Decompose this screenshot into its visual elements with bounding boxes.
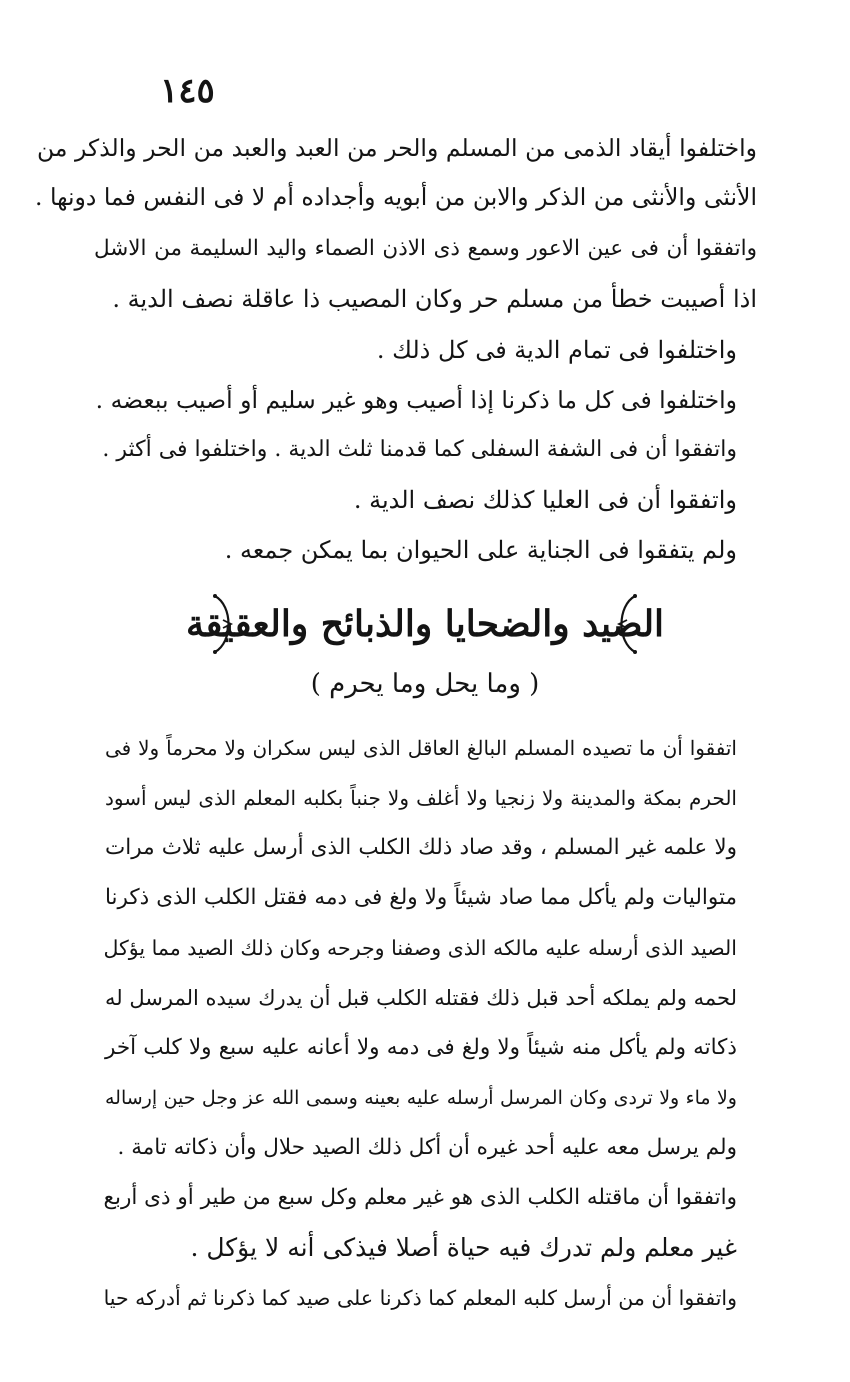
paragraph-line: واتفقوا أن فى الشفة السفلى كما قدمنا ثلث الدية . واختلفوا فى أكثر . [102, 437, 737, 462]
paragraph-line: واتفقوا أن ماقتله الكلب الذى هو غير معلم وكل سبع من طير أو ذى أربع [103, 1185, 737, 1210]
paragraph-line: متواليات ولم يأكل مما صاد شيئاً ولا ولغ فى دمه فقتل الكلب الذى ذكرنا [105, 885, 737, 910]
section-heading-block [185, 592, 665, 656]
paragraph-line: ولم يرسل معه عليه أحد غيره أن أكل ذلك الصيد حلال وأن ذكاته تامة . [117, 1135, 737, 1160]
paragraph-line: واختلفوا أيقاد الذمى من المسلم والحر من العبد والعبد من الحر والذكر من [37, 134, 757, 162]
paragraph-line: الصيد الذى أرسله عليه مالكه الذى وصفنا وجرحه وكان ذلك الصيد مما يؤكل [103, 936, 737, 960]
paragraph-line: اتفقوا أن ما تصيده المسلم البالغ العاقل الذى ليس سكران ولا محرماً ولا فى [105, 736, 737, 760]
paragraph-line: واتفقوا أن فى عين الاعور وسمع ذى الاذن الصماء واليد السليمة من الاشل [94, 236, 757, 261]
paragraph-line: واختلفوا فى كل ما ذكرنا إذا أصيب وهو غير سليم أو أصيب ببعضه . [95, 386, 737, 414]
paragraph-line: الأنثى والأنثى من الذكر والابن من أبويه وأجداده أم لا فى النفس فما دونها . [35, 183, 757, 211]
section-heading: الصيد والضحايا والذبائح والعقيقة [185, 603, 665, 645]
paragraph-line: ولا علمه غير المسلم ، وقد صاد ذلك الكلب الذى أرسل عليه ثلاث مرات [105, 835, 737, 860]
paragraph-line: لحمه ولم يملكه أحد قبل ذلك فقتله الكلب قبل أن يدرك سيده المرسل له [105, 986, 737, 1010]
section-subheading: ( وما يحل وما يحرم ) [310, 669, 540, 699]
paragraph-line: ذكاته ولم يأكل منه شيئاً ولا ولغ فى دمه ولا أعانه عليه سبع ولا كلب آخر [105, 1035, 737, 1060]
ornamental-bracket-right-icon [605, 592, 645, 656]
paragraph-line: اذا أصيبت خطأ من مسلم حر وكان المصيب ذا عاقلة نصف الدية . [112, 285, 757, 313]
paragraph-line: واتفقوا أن من أرسل كلبه المعلم كما ذكرنا على صيد كما ذكرنا ثم أدركه حيا [103, 1286, 737, 1310]
paragraph-line: الحرم بمكة والمدينة ولا زنجيا ولا أغلف ولا جنباً بكلبه المعلم الذى ليس أسود [105, 786, 737, 810]
paragraph-line: واتفقوا أن فى العليا كذلك نصف الدية . [353, 486, 737, 514]
paragraph-line: غير معلم ولم تدرك فيه حياة أصلا فيذكى أنه لا يؤكل . [190, 1233, 737, 1262]
paragraph-line: واختلفوا فى تمام الدية فى كل ذلك . [376, 336, 737, 364]
page-number: ١٤٥ [160, 71, 215, 111]
paragraph-line: ولم يتفقوا فى الجناية على الحيوان بما يمكن جمعه . [224, 536, 737, 564]
paragraph-line: ولا ماء ولا تردى وكان المرسل أرسله عليه بعينه وسمى الله عز وجل حين إرساله [105, 1087, 737, 1109]
ornamental-bracket-left-icon [205, 592, 245, 656]
